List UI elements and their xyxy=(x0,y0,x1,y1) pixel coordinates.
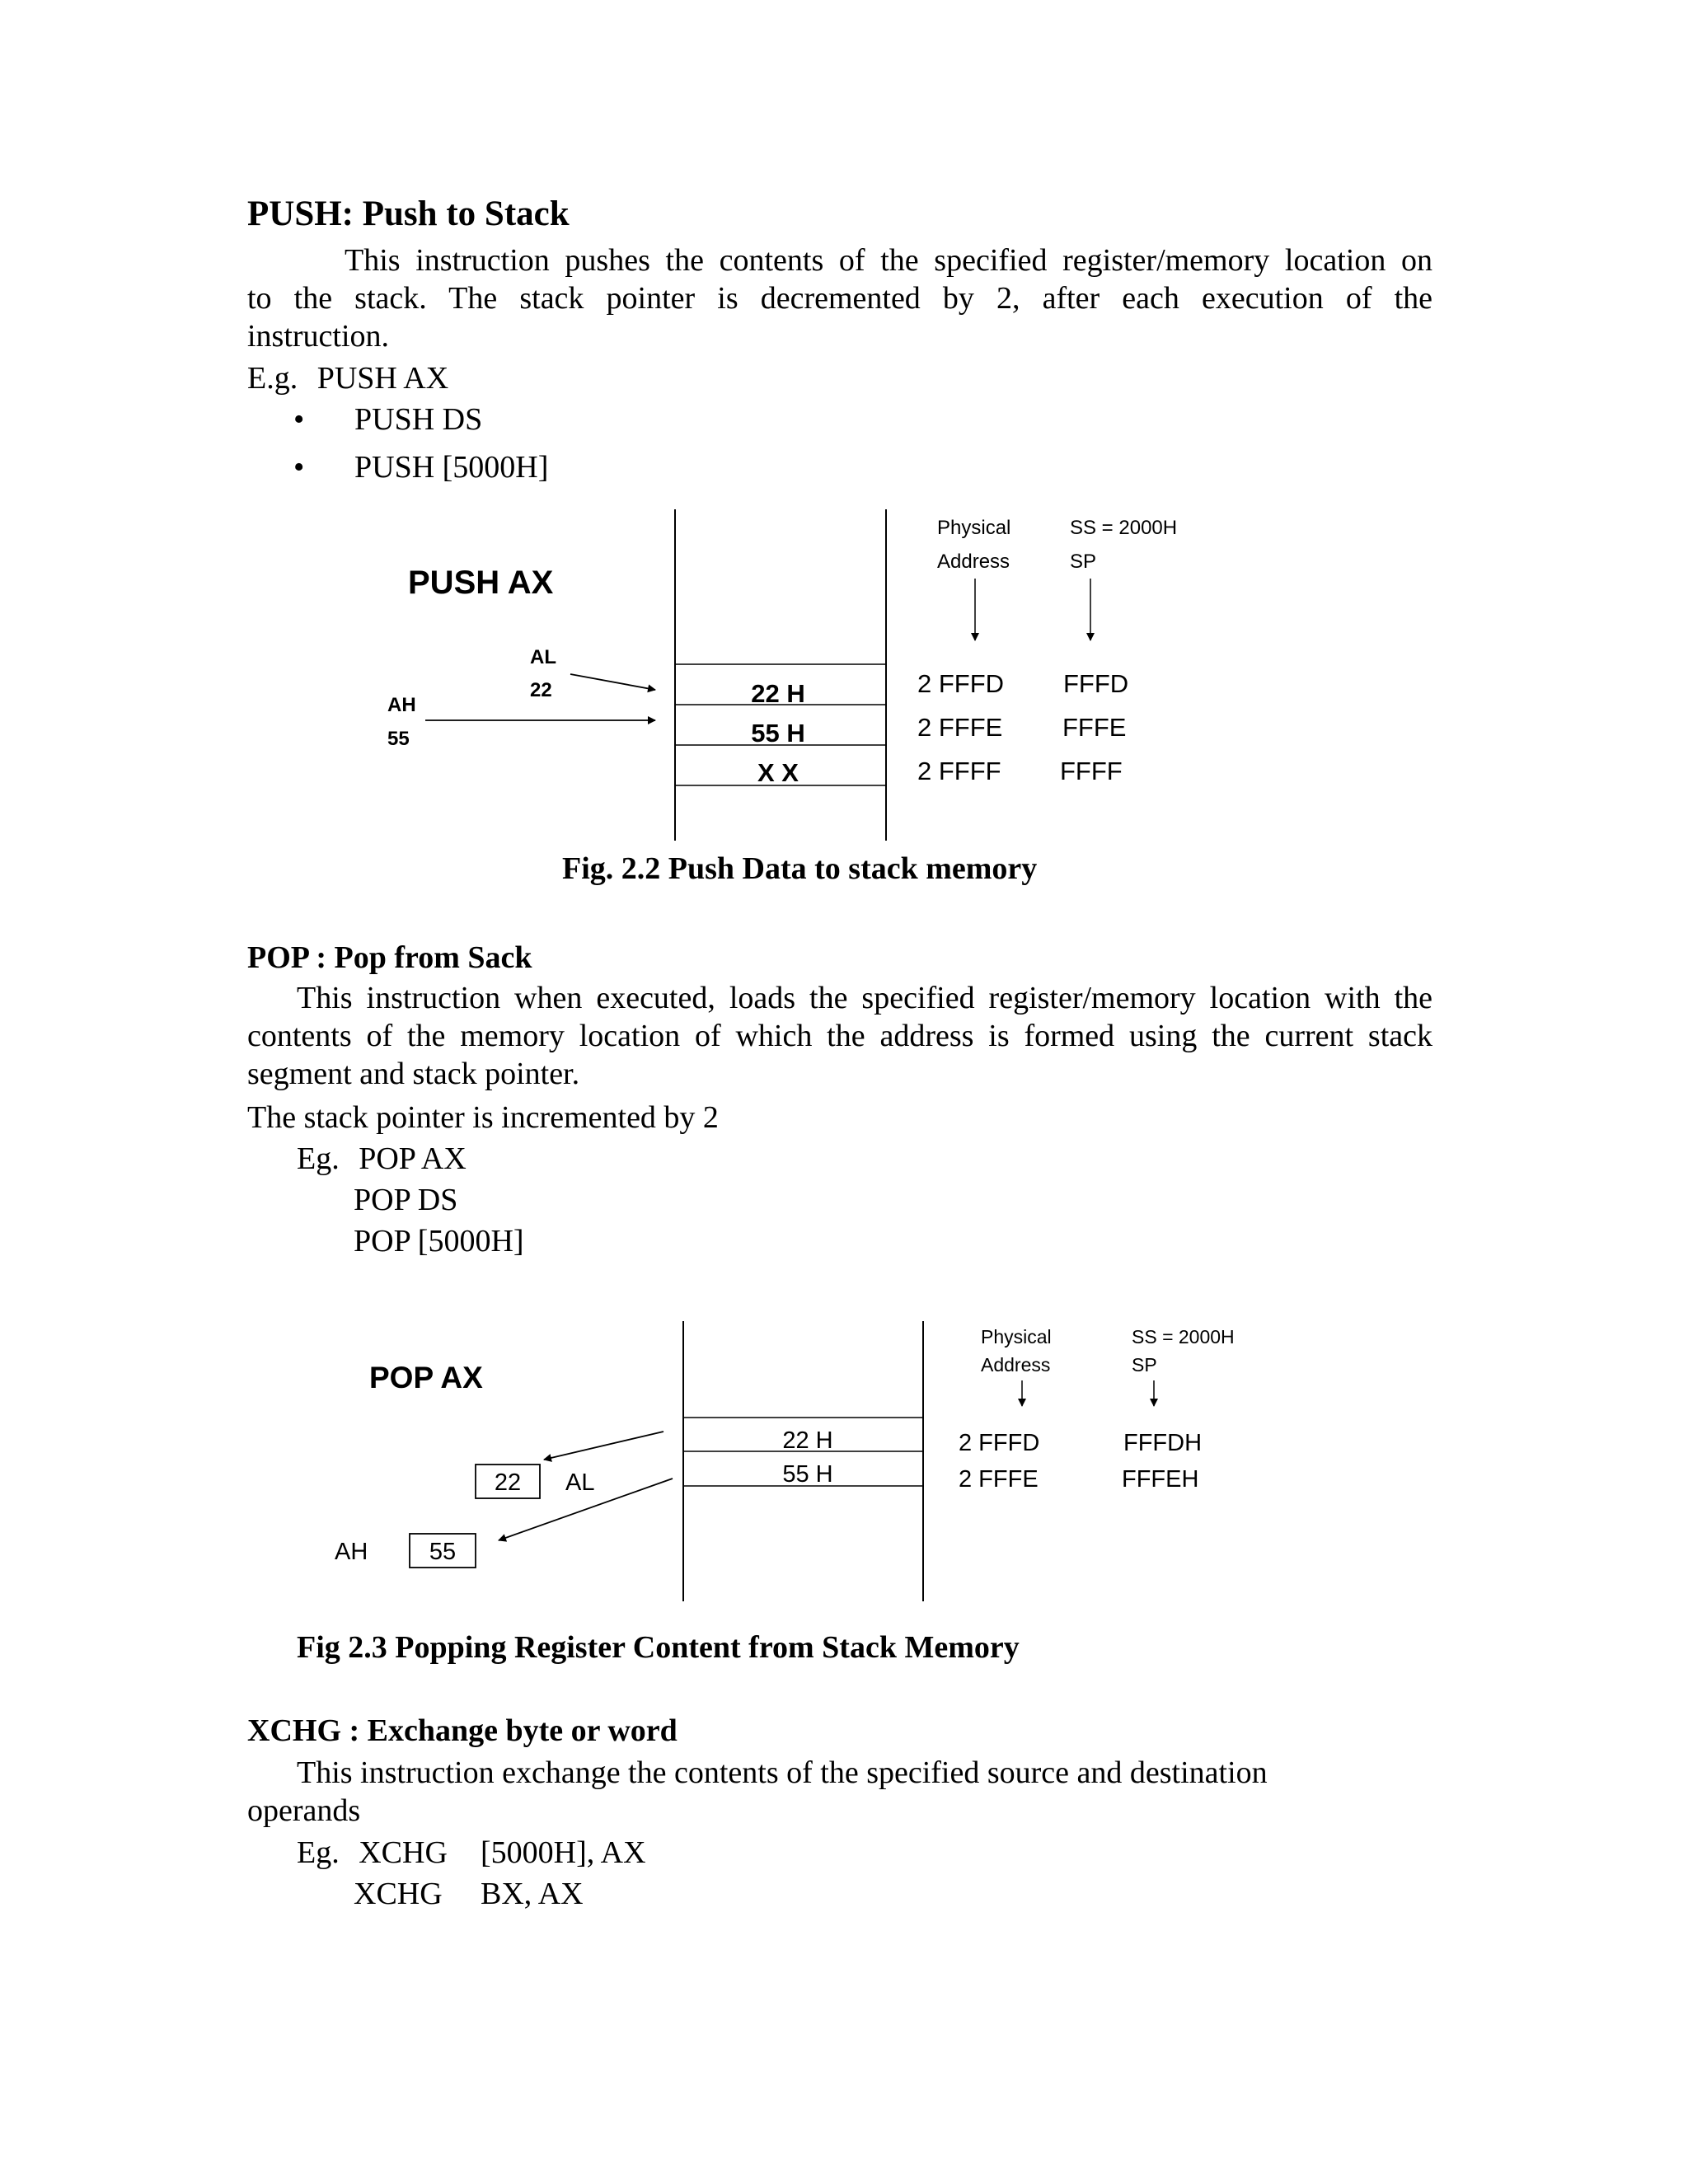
pop-physical-label: Physical xyxy=(981,1326,1052,1347)
pop-desc-line-2: contents of the memory location of which the address is formed using the current stack xyxy=(247,1019,1432,1053)
xchg-example-2 xyxy=(354,1875,584,1913)
push-ss-label: SS = 2000H xyxy=(1070,517,1178,539)
pop-al-arrow xyxy=(544,1432,663,1460)
pop-desc-line-4: The stack pointer is incremented by 2 xyxy=(247,1100,719,1135)
xchg-example-1 xyxy=(297,1834,646,1872)
pop-address-label: Address xyxy=(981,1354,1051,1376)
xchg-example-1-op: XCHG xyxy=(359,1835,448,1870)
push-example-prefix: E.g. xyxy=(247,361,298,396)
pop-figure-caption: Fig 2.3 Popping Register Content from Stack Memory xyxy=(297,1630,1020,1665)
pop-example-prefix: Eg. xyxy=(297,1141,340,1176)
push-desc-line-2: to the stack. The stack pointer is decremented by 2, after each execution of the xyxy=(247,281,1432,316)
xchg-desc-line-1: This instruction exchange the contents of the specified source and destination xyxy=(297,1755,1268,1790)
pop-ah-label: AH xyxy=(335,1539,368,1565)
xchg-example-1-args: [5000H], AX xyxy=(481,1835,646,1870)
push-example-3-text: PUSH [5000H] xyxy=(354,450,549,485)
pop-sp-value-1: FFFDH xyxy=(1123,1430,1203,1456)
push-figure-caption: Fig. 2.2 Push Data to stack memory xyxy=(562,851,1038,886)
push-phys-address-1: 2 FFFD xyxy=(917,669,1005,698)
pop-example-3: POP [5000H] xyxy=(354,1224,524,1258)
pop-heading: POP : Pop from Sack xyxy=(247,940,532,975)
push-desc-line-3: instruction. xyxy=(247,319,390,354)
pop-cell-1: 22 H xyxy=(782,1427,833,1454)
pop-sp-label: SP xyxy=(1132,1354,1157,1376)
push-cell-1: 22 H xyxy=(751,679,805,708)
push-ah-value: 55 xyxy=(387,728,410,750)
bullet-icon: • xyxy=(293,402,305,437)
push-ah-label: AH xyxy=(387,694,416,716)
pop-desc-line-1: This instruction when executed, loads the specified register/memory location with the xyxy=(297,981,1432,1015)
push-cell-3: X X xyxy=(757,758,799,787)
pop-example-2: POP DS xyxy=(354,1183,458,1217)
xchg-heading: XCHG : Exchange byte or word xyxy=(247,1713,678,1748)
push-sp-label: SP xyxy=(1070,551,1097,573)
pop-figure-title: POP AX xyxy=(369,1361,483,1394)
pop-desc-line-3: segment and stack pointer. xyxy=(247,1057,580,1091)
push-phys-address-3: 2 FFFF xyxy=(917,757,1001,785)
pop-phys-address-1: 2 FFFD xyxy=(959,1430,1040,1456)
push-figure-title: PUSH AX xyxy=(408,565,554,601)
bullet-icon: • xyxy=(293,450,305,485)
push-desc-line-1: This instruction pushes the contents of the specified register/memory location on xyxy=(345,243,1432,278)
push-cell-2: 55 H xyxy=(751,719,805,748)
pop-sp-value-2: FFFEH xyxy=(1122,1466,1199,1493)
push-heading: PUSH: Push to Stack xyxy=(247,194,570,233)
xchg-example-prefix: Eg. xyxy=(297,1835,340,1870)
pop-cell-2: 55 H xyxy=(782,1461,833,1488)
push-example-1-text: PUSH AX xyxy=(316,361,449,396)
push-address-label: Address xyxy=(937,551,1010,573)
xchg-example-2-op: XCHG xyxy=(354,1877,443,1911)
xchg-desc-line-2: operands xyxy=(247,1793,361,1828)
push-al-label: AL xyxy=(530,646,556,668)
push-sp-value-1: FFFD xyxy=(1063,669,1129,698)
push-phys-address-2: 2 FFFE xyxy=(917,713,1003,742)
pop-ah-value: 55 xyxy=(429,1539,457,1565)
pop-ss-label: SS = 2000H xyxy=(1132,1326,1235,1347)
pop-example-1-text: POP AX xyxy=(359,1141,467,1176)
push-sp-value-2: FFFE xyxy=(1062,713,1127,742)
xchg-example-2-args: BX, AX xyxy=(481,1877,584,1911)
push-al-value: 22 xyxy=(530,679,552,701)
pop-phys-address-2: 2 FFFE xyxy=(959,1466,1039,1493)
pop-al-value: 22 xyxy=(494,1469,522,1496)
push-sp-value-3: FFFF xyxy=(1060,757,1123,785)
push-physical-label: Physical xyxy=(937,517,1011,539)
pop-al-label: AL xyxy=(565,1469,595,1496)
push-example-2-text: PUSH DS xyxy=(354,402,483,437)
